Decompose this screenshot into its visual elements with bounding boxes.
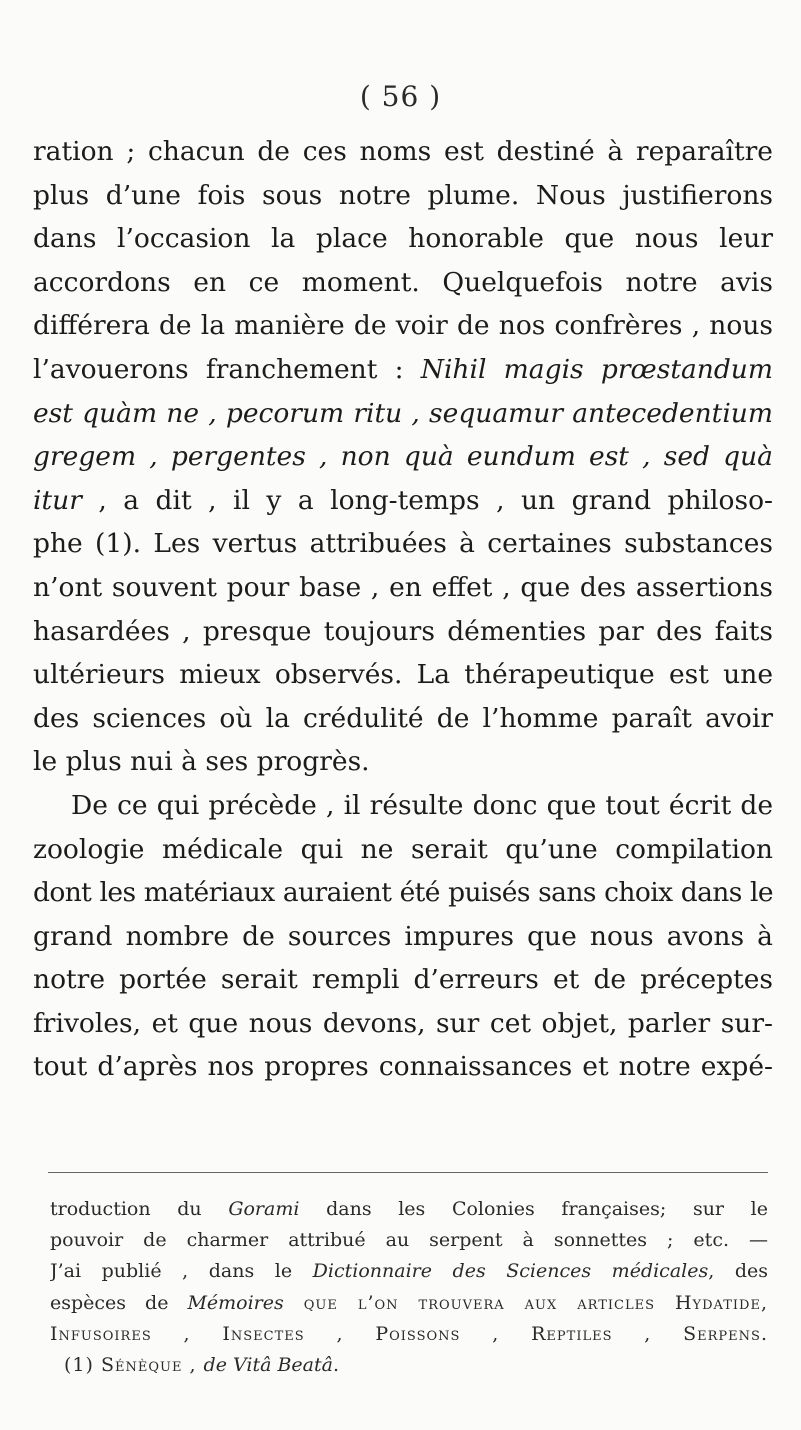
- footnote-line-6-a: (1) Sénèque ,: [64, 1353, 204, 1376]
- text-line-13: ultérieurs mieux observés. La thérapeutique est une: [33, 659, 773, 691]
- footnote-line-3-italic: Dictionnaire des Sciences médicales: [312, 1260, 709, 1283]
- text-line-21: frivoles, et que nous devons, sur cet objet, parler sur-: [33, 1007, 773, 1039]
- text-line-6: [33, 348, 773, 392]
- text-line-8: gregem , pergentes , non quà eundum est , sed quà: [33, 441, 773, 473]
- footnote-line-1-b: dans les Colonies françaises; sur le: [299, 1198, 768, 1220]
- text-line-14: des sciences où la crédulité de l’homme paraît avoir: [33, 702, 773, 734]
- footnote-line-1-a: troduction du: [50, 1198, 229, 1220]
- footnote-line-3-a: J’ai publié , dans le: [50, 1260, 313, 1283]
- text-line-18: dont les matériaux auraient été puisés sans choix dans le: [33, 877, 773, 909]
- text-line-6-roman: l’avouerons franchement :: [33, 353, 421, 385]
- page-number: ( 56 ): [359, 80, 442, 113]
- footnote-line-4-b: que l’on trouvera aux articles Hydatide,: [283, 1291, 768, 1314]
- footnote-line-4: [50, 1288, 768, 1319]
- text-line-4: accordons en ce moment. Quelquefois notre avis: [33, 266, 773, 298]
- text-line-6-italic: Nihil magis prœstandum: [420, 353, 773, 385]
- footnote-line-5: Infusoires , Insectes , Poissons , Reptiles , Serpens.: [50, 1322, 768, 1345]
- footnote-line-2: pouvoir de charmer attribué au serpent à sonnettes ; etc. —: [50, 1229, 768, 1252]
- footnote-line-3-b: , des: [708, 1260, 768, 1283]
- text-line-11: n’ont souvent pour base , en effet , que des assertions: [33, 571, 773, 603]
- text-line-10: phe (1). Les vertus attribuées à certaines substances: [33, 528, 773, 560]
- footnote-line-1-italic: Gorami: [228, 1198, 300, 1220]
- text-line-9-roman: , a dit , il y a long-temps , un grand philoso-: [81, 484, 773, 516]
- text-line-22: tout d’après nos propres connaissances et notre expé-: [33, 1051, 773, 1083]
- text-line-2: plus d’une fois sous notre plume. Nous justifierons: [33, 179, 773, 211]
- footnotes: [50, 1194, 768, 1381]
- footnote-line-4-italic: Mémoires: [187, 1291, 284, 1314]
- text-line-15: le plus nui à ses progrès.: [33, 746, 370, 778]
- text-line-17: zoologie médicale qui ne serait qu’une compilation: [33, 833, 773, 865]
- main-text: [33, 130, 773, 1089]
- footnote-line-3: [50, 1256, 768, 1287]
- text-line-16: De ce qui précède , il résulte donc que tout écrit de: [71, 789, 773, 821]
- text-line-19: grand nombre de sources impures que nous avons à: [33, 920, 773, 952]
- footnote-line-1: [50, 1194, 768, 1225]
- footnote-separator: [48, 1172, 768, 1173]
- text-line-20: notre portée serait rempli d’erreurs et de préceptes: [33, 964, 773, 996]
- footnote-line-4-a: espèces de: [50, 1291, 188, 1314]
- footnote-line-6-b: .: [332, 1353, 340, 1376]
- footnote-line-6-italic: de Vitâ Beatâ: [203, 1353, 333, 1376]
- text-line-9-italic: itur: [33, 484, 82, 516]
- text-line-3: dans l’occasion la place honorable que nous leur: [33, 223, 773, 255]
- footnote-line-6: [50, 1350, 768, 1381]
- text-line-12: hasardées , presque toujours démenties par des faits: [33, 615, 773, 647]
- text-line-9: [33, 479, 773, 523]
- text-line-5: différera de la manière de voir de nos confrères , nous: [33, 310, 773, 342]
- text-line-7: est quàm ne , pecorum ritu , sequamur antecedentium: [33, 397, 773, 429]
- text-line-1: ration ; chacun de ces noms est destiné à reparaître: [33, 136, 773, 167]
